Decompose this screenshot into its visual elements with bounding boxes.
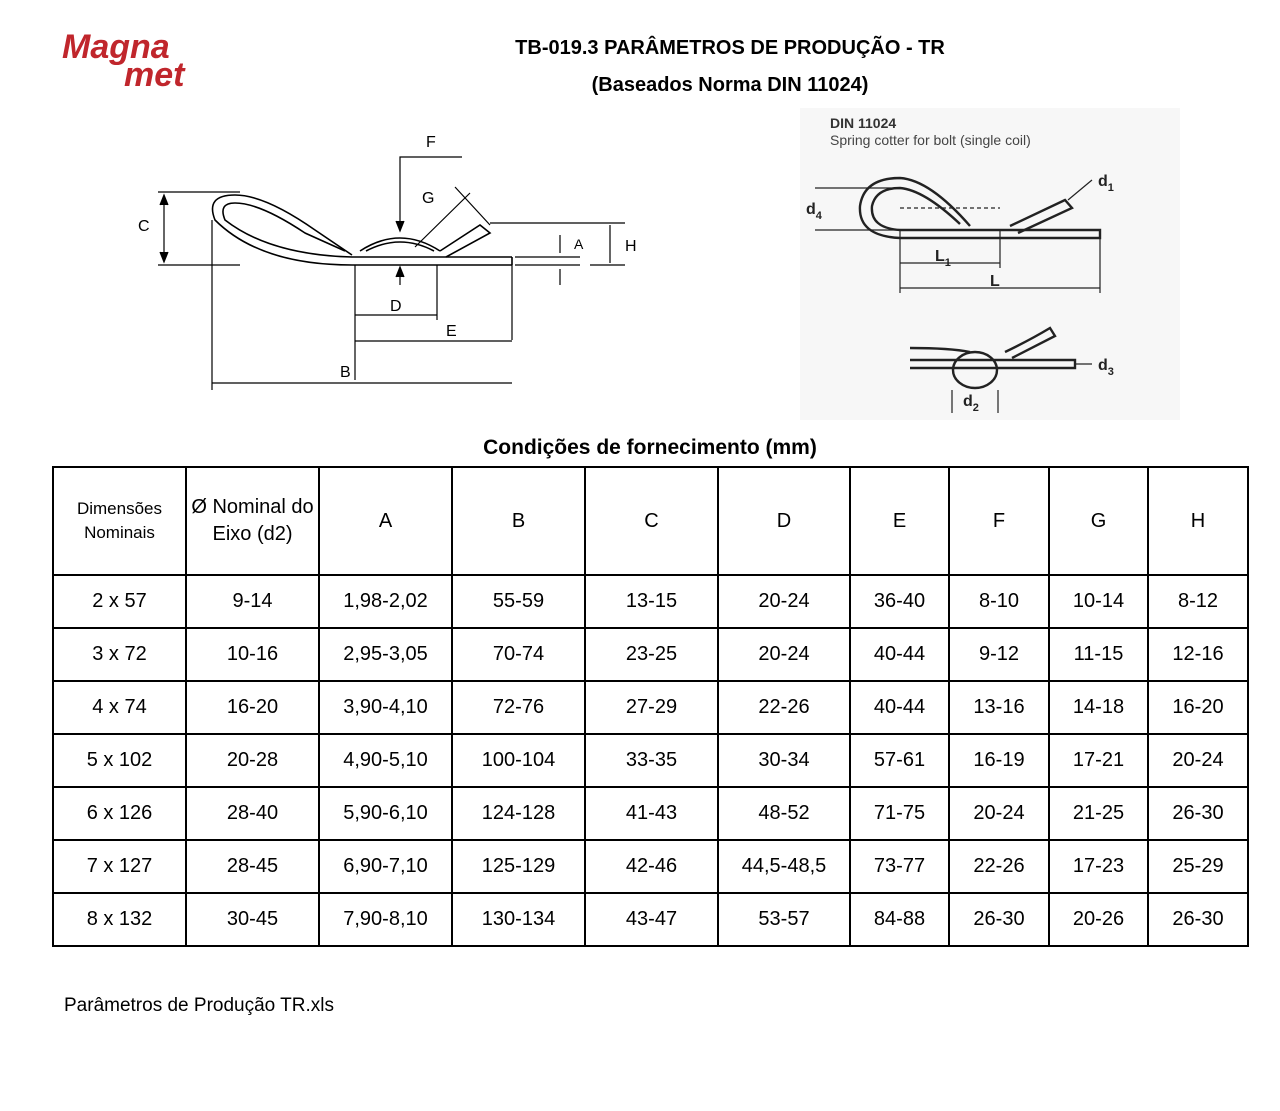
table-cell: 27-29 [585,681,718,734]
label-d: D [390,298,402,315]
column-header: E [850,467,949,575]
label-c: C [138,218,150,235]
table-body [53,575,1248,946]
table-row [53,787,1248,840]
table-cell: 20-24 [718,628,850,681]
table-cell: 71-75 [850,787,949,840]
table-cell: 1,98-2,02 [319,575,452,628]
label-a: A [574,236,584,252]
table-cell: 53-57 [718,893,850,946]
table-cell: 9-12 [949,628,1049,681]
label-l: L [990,273,1000,290]
table-cell: 30-34 [718,734,850,787]
footer-filename: Parâmetros de Produção TR.xls [64,995,334,1016]
table-cell: 23-25 [585,628,718,681]
table-cell: 17-21 [1049,734,1148,787]
table-cell: 70-74 [452,628,585,681]
table-cell: 44,5-48,5 [718,840,850,893]
table-cell: 16-20 [1148,681,1248,734]
table-cell: 17-23 [1049,840,1148,893]
label-d4-sub: 4 [815,210,822,222]
din-standard: DIN 11024 [830,115,897,131]
label-d3: d [1098,357,1108,374]
table-cell: 28-45 [186,840,319,893]
table-row [53,734,1248,787]
din-caption: Spring cotter for bolt (single coil) [830,132,1031,148]
column-header: Ø Nominal do Eixo (d2) [186,467,319,575]
table-cell: 3,90-4,10 [319,681,452,734]
label-e: E [446,323,457,340]
table-cell: 30-45 [186,893,319,946]
label-l1: L [935,248,945,265]
table-cell: 3 x 72 [53,628,186,681]
table-cell: 84-88 [850,893,949,946]
label-l1-sub: 1 [944,257,951,269]
document-subtitle: (Baseados Norma DIN 11024) [591,74,869,96]
table-cell: 42-46 [585,840,718,893]
table-cell: 10-14 [1049,575,1148,628]
table-cell: 7 x 127 [53,840,186,893]
table-cell: 40-44 [850,628,949,681]
column-header: A [319,467,452,575]
table-cell: 8-10 [949,575,1049,628]
table-cell: 26-30 [1148,787,1248,840]
table-cell: 21-25 [1049,787,1148,840]
table-cell: 10-16 [186,628,319,681]
table-title: Condições de fornecimento (mm) [483,436,817,459]
table-cell: 25-29 [1148,840,1248,893]
column-header: B [452,467,585,575]
logo-line1: Magna [62,28,170,66]
table-cell: 12-16 [1148,628,1248,681]
table-cell: 13-16 [949,681,1049,734]
column-header: C [585,467,718,575]
table-cell: 13-15 [585,575,718,628]
table-cell: 41-43 [585,787,718,840]
table-cell: 43-47 [585,893,718,946]
label-d2-sub: 2 [972,402,979,414]
table-row [53,628,1248,681]
label-g: G [422,190,435,207]
table-cell: 4,90-5,10 [319,734,452,787]
table-cell: 124-128 [452,787,585,840]
spring-cotter-dimension-drawing [120,125,660,400]
column-header: Dimensões Nominais [53,467,186,575]
label-d4: d [806,201,816,218]
table-cell: 8 x 132 [53,893,186,946]
table-cell: 57-61 [850,734,949,787]
table-cell: 73-77 [850,840,949,893]
label-d2: d [963,393,973,410]
table-cell: 48-52 [718,787,850,840]
table-cell: 14-18 [1049,681,1148,734]
table-cell: 16-19 [949,734,1049,787]
drawing-background [800,108,1180,420]
table-header-row [53,467,1248,575]
table-cell: 7,90-8,10 [319,893,452,946]
logo-line2: met [124,56,185,92]
table-cell: 26-30 [1148,893,1248,946]
table-cell: 20-24 [1148,734,1248,787]
label-f: F [426,134,436,151]
label-d3-sub: 3 [1107,366,1114,378]
column-header: G [1049,467,1148,575]
document-title: TB-019.3 PARÂMETROS DE PRODUÇÃO - TR [515,37,945,59]
table-cell: 4 x 74 [53,681,186,734]
table-cell: 22-26 [718,681,850,734]
table-cell: 40-44 [850,681,949,734]
column-header: H [1148,467,1248,575]
column-header: D [718,467,850,575]
table-cell: 16-20 [186,681,319,734]
table-cell: 8-12 [1148,575,1248,628]
table-cell: 33-35 [585,734,718,787]
document-title-block [380,30,1080,104]
table-cell: 22-26 [949,840,1049,893]
din-11024-reference-drawing [800,108,1180,420]
label-d1: d [1098,173,1108,190]
table-cell: 2 x 57 [53,575,186,628]
table-cell: 36-40 [850,575,949,628]
magnamet-logo [60,28,220,92]
table-row [53,893,1248,946]
supply-conditions-table [52,466,1249,947]
table-cell: 20-26 [1049,893,1148,946]
label-h: H [625,238,637,255]
table-row [53,575,1248,628]
table-cell: 5,90-6,10 [319,787,452,840]
table-cell: 6,90-7,10 [319,840,452,893]
table-cell: 20-24 [718,575,850,628]
table-cell: 130-134 [452,893,585,946]
label-d1-sub: 1 [1107,182,1114,194]
column-header: F [949,467,1049,575]
table-cell: 28-40 [186,787,319,840]
table-row [53,681,1248,734]
table-cell: 26-30 [949,893,1049,946]
table-cell: 72-76 [452,681,585,734]
table-cell: 2,95-3,05 [319,628,452,681]
table-cell: 11-15 [1049,628,1148,681]
table-cell: 5 x 102 [53,734,186,787]
table-cell: 100-104 [452,734,585,787]
table-cell: 6 x 126 [53,787,186,840]
table-row [53,840,1248,893]
table-cell: 55-59 [452,575,585,628]
label-b: B [340,364,351,381]
table-cell: 20-24 [949,787,1049,840]
table-cell: 20-28 [186,734,319,787]
table-cell: 125-129 [452,840,585,893]
table-cell: 9-14 [186,575,319,628]
